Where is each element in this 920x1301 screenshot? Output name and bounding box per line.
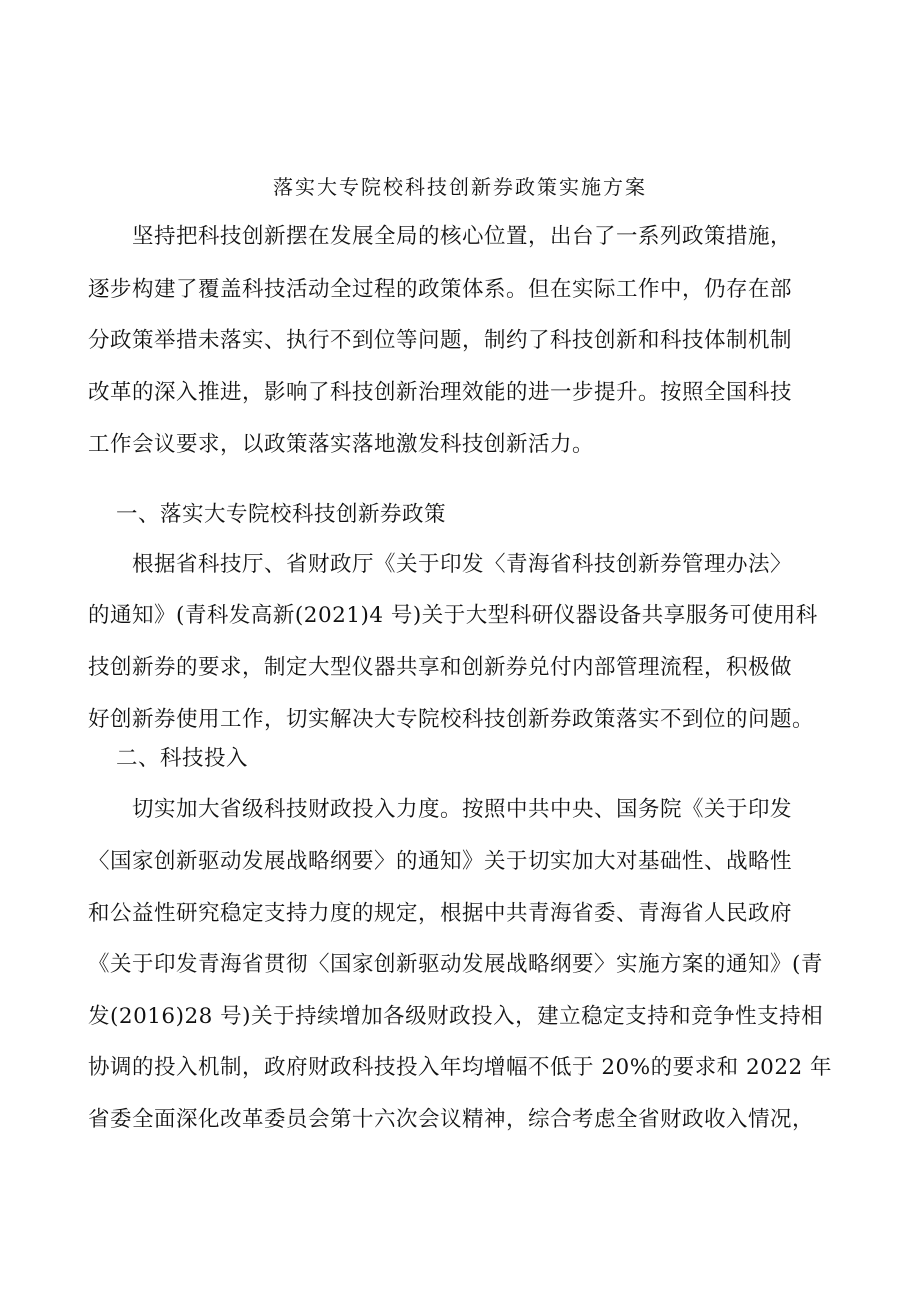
section-line: 和公益性研究稳定支持力度的规定，根据中共青海省委、青海省人民政府 [88,901,793,926]
section-line: 协调的投入机制，政府财政科技投入年均增幅不低于 20%的要求和 2022 年 [88,1055,833,1080]
section-line: 省委全面深化改革委员会第十六次会议精神，综合考虑全省财政收入情况， [88,1107,815,1132]
section-heading: 二、科技投入 [116,746,249,771]
section-line: 根据省科技厅、省财政厅《关于印发〈青海省科技创新券管理办法〉 [132,552,793,577]
document-title: 落实大专院校科技创新券政策实施方案 [273,175,647,199]
section-heading: 一、落实大专院校科技创新券政策 [116,502,447,527]
section-line: 《关于印发青海省贯彻〈国家创新驱动发展战略纲要〉实施方案的通知》(青 [88,952,823,977]
section-line: 的通知》(青科发高新(2021)4 号)关于大型科研仪器设备共享服务可使用科 [88,603,818,628]
intro-line: 工作会议要求，以政策落实落地激发科技创新活力。 [88,432,595,457]
intro-line: 改革的深入推进，影响了科技创新治理效能的进一步提升。按照全国科技 [88,380,793,405]
section-line: 切实加大省级科技财政投入力度。按照中共中央、国务院《关于印发 [132,797,793,822]
section-line: 发(2016)28 号)关于持续增加各级财政投入，建立稳定支持和竞争性支持相 [88,1004,824,1029]
section-line: 技创新券的要求，制定大型仪器共享和创新券兑付内部管理流程，积极做 [88,655,793,680]
intro-line: 坚持把科技创新摆在发展全局的核心位置，出台了一系列政策措施， [132,224,793,249]
intro-line: 分政策举措未落实、执行不到位等问题，制约了科技创新和科技体制机制 [88,328,793,353]
section-line: 〈国家创新驱动发展战略纲要〉的通知》关于切实加大对基础性、战略性 [88,849,793,874]
intro-line: 逐步构建了覆盖科技活动全过程的政策体系。但在实际工作中，仍存在部 [88,277,793,302]
section-line: 好创新券使用工作，切实解决大专院校科技创新券政策落实不到位的问题。 [88,707,815,732]
